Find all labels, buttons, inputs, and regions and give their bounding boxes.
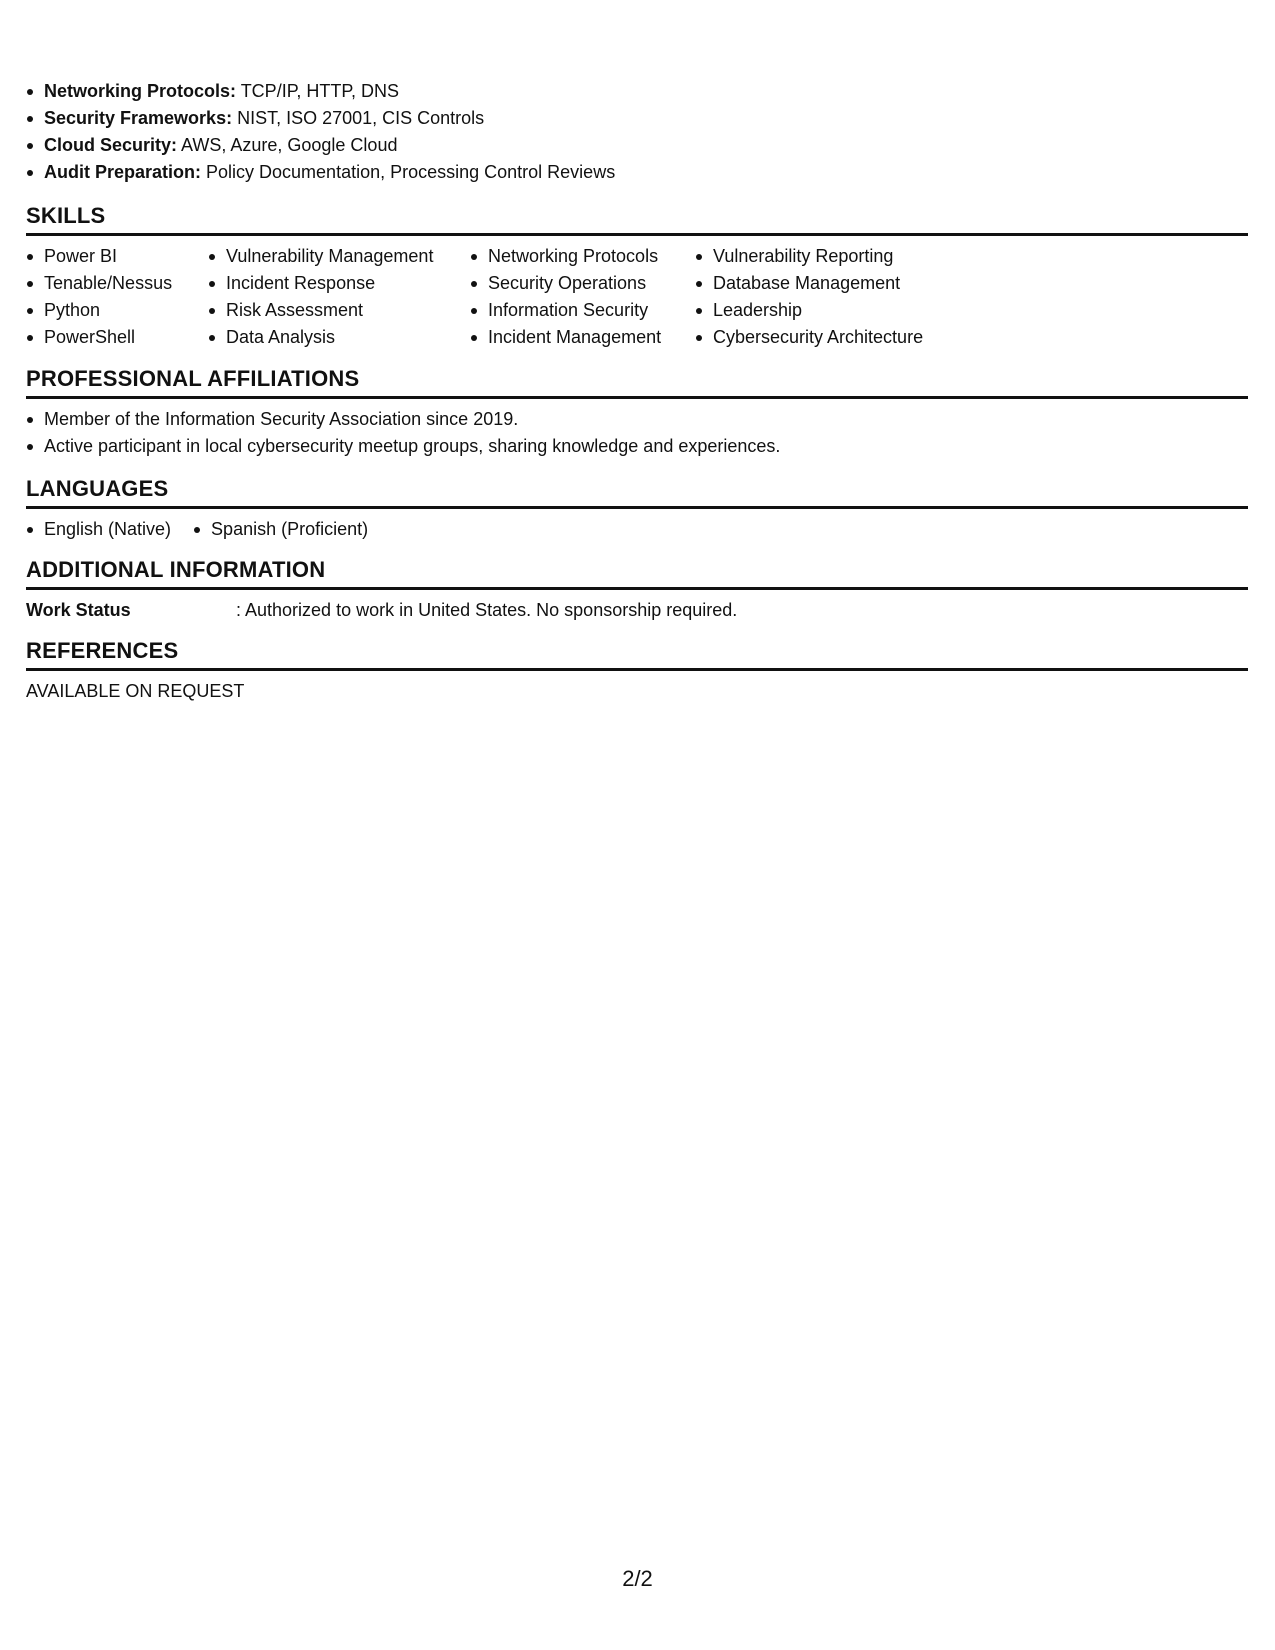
skill-item: Incident Management: [470, 324, 675, 351]
list-item: [26, 159, 1248, 186]
item-value: NIST, ISO 27001, CIS Controls: [232, 108, 485, 128]
skill-item: Information Security: [470, 297, 675, 324]
additional-info-section: [26, 557, 1248, 624]
item-label: Audit Preparation:: [44, 162, 202, 182]
skill-item: PowerShell: [26, 324, 186, 351]
skill-item: Vulnerability Reporting: [695, 243, 955, 270]
skills-grid: [26, 236, 1248, 351]
skills-column: [26, 243, 186, 351]
item-value: AWS, Azure, Google Cloud: [177, 135, 398, 155]
skill-item: Tenable/Nessus: [26, 270, 186, 297]
languages-list: [26, 509, 1248, 543]
affiliations-list: [26, 399, 1248, 460]
skills-section: [26, 203, 1248, 351]
skill-item: Data Analysis: [208, 324, 448, 351]
technical-skills-list: [26, 78, 1248, 186]
language-item: English (Native): [26, 516, 171, 543]
skill-item: Cybersecurity Architecture: [695, 324, 955, 351]
skill-item: Leadership: [695, 297, 955, 324]
list-item: [26, 132, 1248, 159]
skill-item: Python: [26, 297, 186, 324]
skills-column: [208, 243, 448, 351]
list-item: [26, 78, 1248, 105]
skill-item: Database Management: [695, 270, 955, 297]
section-heading: REFERENCES: [26, 638, 1248, 671]
item-label: Cloud Security:: [44, 135, 178, 155]
skill-item: Power BI: [26, 243, 186, 270]
skill-item: Vulnerability Management: [208, 243, 448, 270]
list-item: Member of the Information Security Association since 2019.: [26, 406, 1248, 433]
skill-item: Networking Protocols: [470, 243, 675, 270]
affiliations-section: [26, 366, 1248, 460]
item-value: TCP/IP, HTTP, DNS: [236, 81, 400, 101]
work-status-row: [26, 590, 1248, 624]
skills-column: [470, 243, 675, 351]
resume-page: [26, 78, 1248, 705]
references-text: AVAILABLE ON REQUEST: [26, 681, 245, 701]
languages-section: [26, 476, 1248, 543]
item-label: Security Frameworks:: [44, 108, 233, 128]
item-value: Policy Documentation, Processing Control Reviews: [201, 162, 616, 182]
page-number: 2/2: [622, 1566, 653, 1591]
list-item: Active participant in local cybersecurity meetup groups, sharing knowledge and experiences.: [26, 433, 1248, 460]
work-status-label: Work Status: [26, 600, 131, 620]
work-status-value: : Authorized to work in United States. No sponsorship required.: [236, 600, 738, 620]
skill-item: Incident Response: [208, 270, 448, 297]
references-section: [26, 638, 1248, 705]
section-heading: PROFESSIONAL AFFILIATIONS: [26, 366, 1248, 399]
language-item: Spanish (Proficient): [193, 516, 368, 543]
skills-column: [695, 243, 955, 351]
skill-item: Security Operations: [470, 270, 675, 297]
section-heading: LANGUAGES: [26, 476, 1248, 509]
item-label: Networking Protocols:: [44, 81, 237, 101]
section-heading: ADDITIONAL INFORMATION: [26, 557, 1248, 590]
list-item: [26, 105, 1248, 132]
section-heading: SKILLS: [26, 203, 1248, 236]
skill-item: Risk Assessment: [208, 297, 448, 324]
